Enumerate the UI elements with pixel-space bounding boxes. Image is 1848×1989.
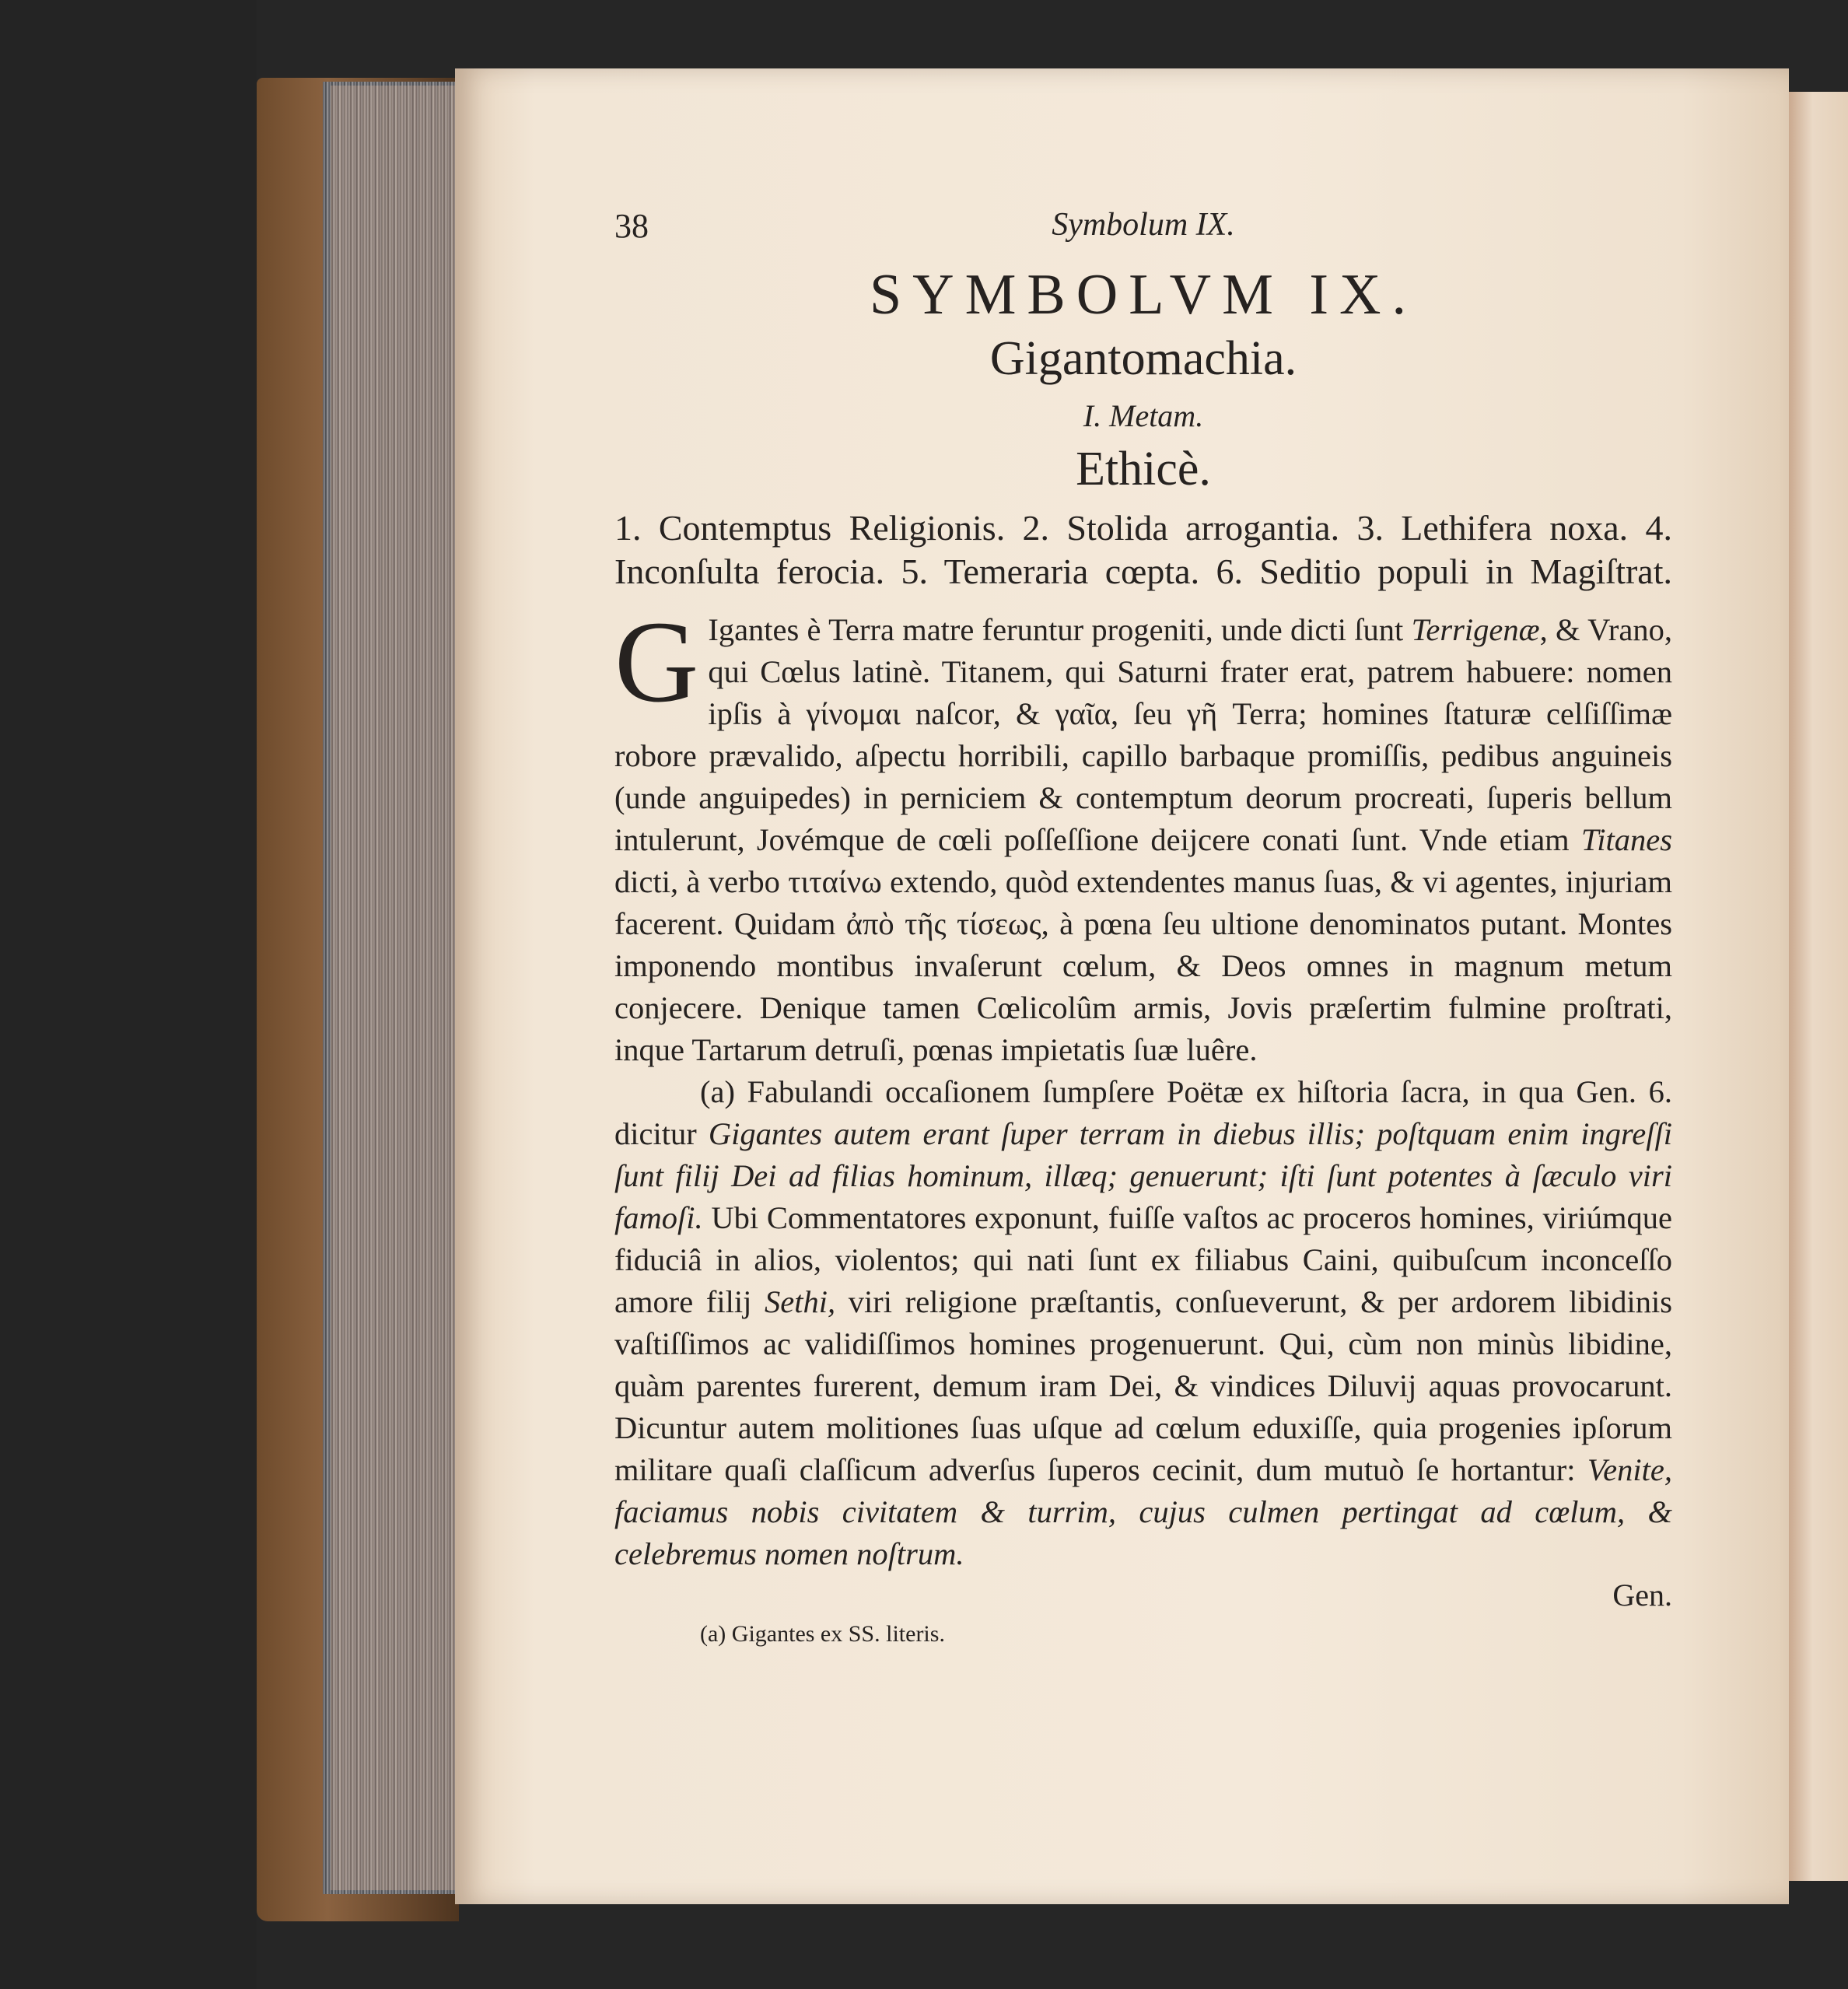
text-run: dicti, à verbo τιταίνω extendo, quòd extendentes manus ſuas, & vi agentes, injuriam facerent. Quidam ἀπὸ τῆς τίσεως, à pœna ſeu ultione denominatos putant. Montes imponendo montibus invaſerunt cœlum, & Deos omnes in magnum metum conjecere. Denique tamen Cœlicolûm armis, Jovis præſertim fulmine proſtrati, inque Tartarum detruſi, pœnas impietatis ſuæ luêre. — [614, 864, 1672, 1067]
footnote: (a) Gigantes ex SS. literis. — [700, 1621, 945, 1647]
text-run: Igantes è Terra matre feruntur progeniti, unde dicti ſunt — [708, 612, 1412, 647]
italic-run: Titanes — [1580, 822, 1672, 857]
text-run: (a) Fabulandi occaſionem ſumpſere Poëtæ ex hiſtoria ſacra, in qua Gen. 6. dicitur — [614, 1074, 1672, 1151]
text-run: Ubi Commentatores exponunt, fuiſſe vaſtos ac proceros homines, viriúmque fiduciâ in alios, violentos; qui nati ſunt ex filiabus Caini, quibuſcum inconceſſo amore filij — [614, 1200, 1672, 1319]
italic-run: Terrigenæ — [1411, 612, 1540, 647]
page-edges-tint — [331, 86, 463, 1890]
section-label: I. Metam. — [1083, 398, 1204, 433]
section-heading: Ethicè. — [1076, 443, 1211, 495]
page-content — [614, 206, 1672, 1648]
summary-list: 1. Contemptus Religionis. 2. Stolida arrogantia. 3. Lethifera noxa. 4. Inconſulta ferocia. 5. Temeraria cœpta. 6. Seditio populi in Magiſtrat. — [614, 508, 1672, 591]
background-shadow — [0, 0, 257, 1989]
running-head — [614, 206, 1672, 261]
italic-run: Venite, faciamus nobis civitatem & turrim, cujus culmen pertingat ad cœlum, & celebremus nomen noſtrum. — [614, 1452, 1672, 1571]
second-paragraph — [614, 1071, 1672, 1575]
text-run: , & Vrano, qui Cœlus latinè. Titanem, qui Saturni frater erat, patrem habuere: nomen ipſis à γίνομαι naſcor, & γαῖα, ſeu γῆ Terra; homines ſtaturæ celſiſſimæ robore prævalido, aſpectu horribili, capillo barbaque promiſſis, pedibus anguineis (unde anguipedes) in perniciem & contemptum deorum procreati, ſuperis bellum intulerunt, Jovémque de cœli poſſeſſione deijcere conati ſunt. Vnde etiam — [614, 612, 1672, 857]
italic-run: Gigantes autem erant ſuper terram in diebus illis; poſtquam enim ingreſſi ſunt filij Dei ad filias hominum, illæq; genuerunt; iſti ſunt potentes à ſæculo viri famoſi. — [614, 1116, 1672, 1235]
text-run: viri religione præſtantis, conſueverunt, & per ardorem libidinis vaſtiſſimos ac validiſſimos homines progenuerunt. Qui, cùm non minùs libidine, quàm parentes furerent, demum iram Dei, & vindices Diluvij aquas provocarunt. Dicuntur autem molitiones ſuas uſque ad cœlum eduxiſſe, quia progenies ipſorum militare quaſi claſſicum adverſus ſuperos cecinit, dum mutuò ſe hortantur: — [614, 1284, 1673, 1487]
page-title: SYMBOLVM IX. — [870, 263, 1417, 327]
catchword: Gen. — [1612, 1578, 1672, 1613]
italic-run: Sethi, — [765, 1284, 836, 1319]
facing-page-edge — [1789, 92, 1848, 1881]
page-number: 38 — [614, 207, 649, 245]
main-paragraph — [614, 597, 1672, 1071]
running-title: Symbolum IX. — [1052, 207, 1235, 243]
drop-cap: G — [614, 597, 699, 727]
page-subtitle: Gigantomachia. — [989, 332, 1297, 385]
